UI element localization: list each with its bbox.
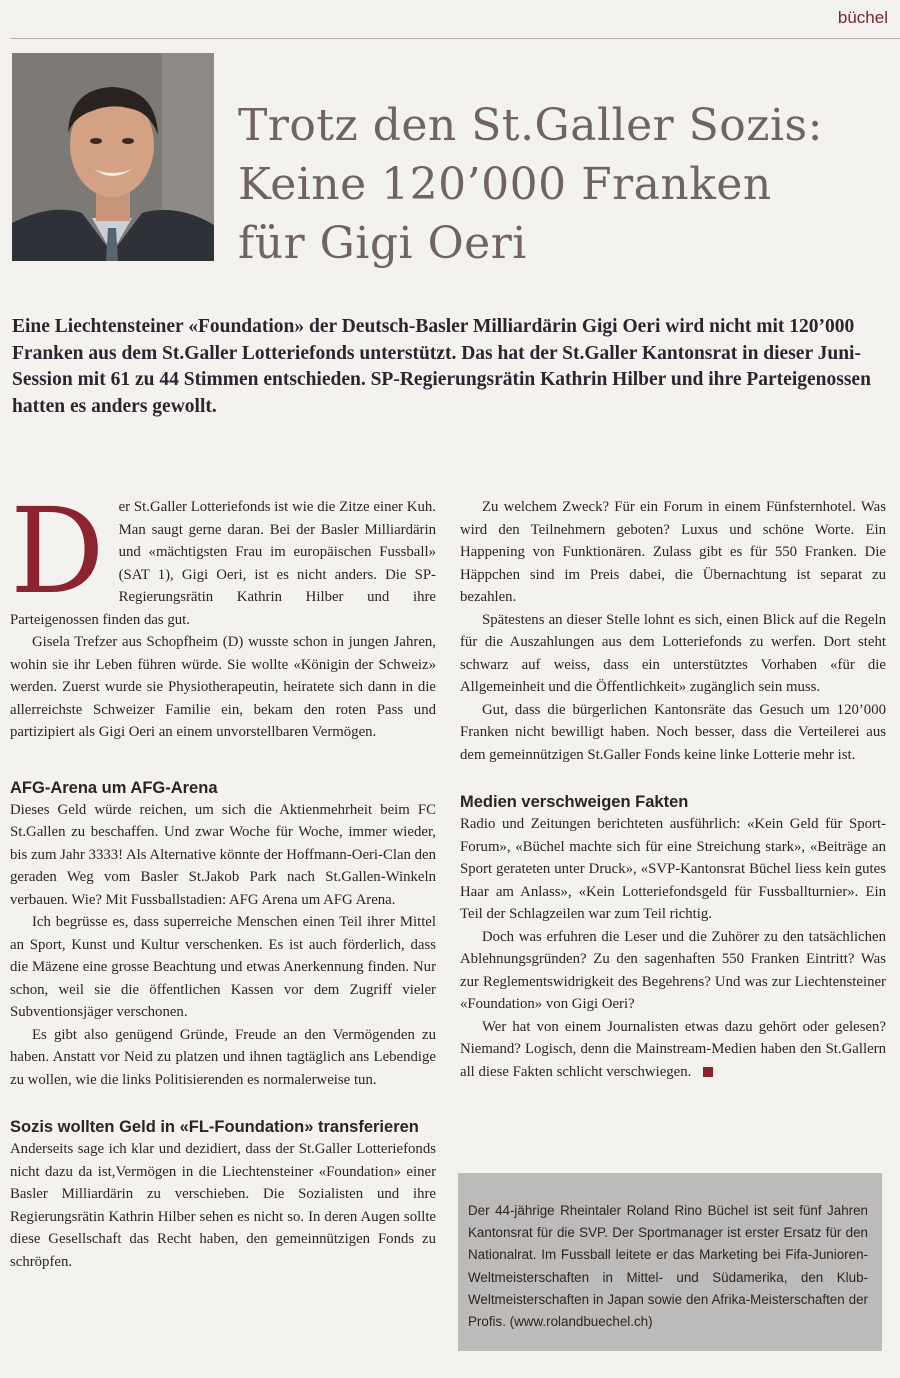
- paragraph: Radio und Zeitungen berichteten ausführlich: «Kein Geld für Sport-Forum», «Büchel machte sich für eine Streichung stark», «Beiträge an Sport gerateten unter Druck», «SVP-Kantonsrat Büchel liess kein gutes Haar am Anlass», «Kein Lotteriefondsgeld für Fussballturnier». Ein Teil der Schlagzeilen war zum Teil richtig.: [460, 816, 886, 922]
- headline-line-2: Keine 120’000 Franken: [238, 159, 772, 210]
- author-bio-box: [458, 1173, 882, 1351]
- paragraph: Anderseits sage ich klar und dezidiert, dass der St.Galler Lotteriefonds nicht dazu da ist,Vermögen in die Liechtensteiner «Foundation» einer Basler Milliardärin zu verschieben. Die Sozialisten und ihre Regierungsrätin Kathrin Hilber sehen es nicht so. In deren Augen sollte diese Gesellschaft das Recht haben, den gemeinnützigen Fonds zu schröpfen.: [10, 1141, 436, 1270]
- paragraph-text: Wer hat von einem Journalisten etwas dazu gehört oder gelesen? Niemand? Logisch, denn die Mainstream-Medien haben den St.Gallern all diese Fakten schlicht verschwiegen.: [460, 1018, 886, 1080]
- paragraph: er St.Galler Lotteriefonds ist wie die Zitze einer Kuh. Man saugt gerne daran. Bei der Basler Milliardärin und «mächtigsten Frau im europäischen Fussball» (SAT 1), Gigi Oeri, ist es nicht anders. Die SP-Regierungsrätin Kathrin Hilber und ihre Parteigenossen finden das gut.: [10, 499, 436, 628]
- paragraph: [460, 1016, 886, 1084]
- headline-line-1: Trotz den St.Galler Sozis:: [238, 100, 823, 151]
- header-rule: [10, 38, 900, 39]
- drop-cap: D: [10, 482, 105, 620]
- author-portrait: [12, 53, 214, 261]
- paragraph: Gisela Trefzer aus Schopfheim (D) wusste schon in jungen Jahren, wohin sie ihr Leben führen würde. Sie wollte «Königin der Schweiz» werden. Zuerst wurde sie Physiotherapeutin, heiratete sich dann in die allerreichste Schweizer Familie ein, bekam den roten Pass und partizipiert als Gigi Oeri an einem unvorstellbaren Vermögen.: [10, 634, 436, 740]
- paragraph: Es gibt also genügend Gründe, Freude an den Vermögenden zu haben. Anstatt vor Neid zu platzen und ihnen tagtäglich ans Lebendige zu wollen, wie die links Politisierenden es normalerweise tun.: [10, 1026, 436, 1088]
- paragraph: Zu welchem Zweck? Für ein Forum in einem Fünfsternhotel. Was wird den Teilnehmern geboten? Luxus und schöne Worte. Ein Happening von Funktionären. Zulass gibt es für 550 Franken. Die Häppchen sind im Preis dabei, die Übernachtung ist separat zu bezahlen.: [460, 499, 886, 605]
- article-lead: Eine Liechtensteiner «Foundation» der Deutsch-Basler Milliardärin Gigi Oeri wird nicht mit 120’000 Franken aus dem St.Galler Lotteriefonds unterstützt. Das hat der St.Galler Kantonsrat in dieser Juni-Session mit 61 zu 44 Stimmen entschieden. SP-Regierungsrätin Kathrin Hilber und ihre Parteigenossen hatten es anders gewollt.: [12, 316, 871, 417]
- paragraph: Dieses Geld würde reichen, um sich die Aktienmehrheit beim FC St.Gallen zu beschaffen. Und zwar Woche für Woche, immer wieder, bis zum Jahr 3333! Als Alternative könnte der Hoffmann-Oeri-Clan den geraden Weg vom Basler St.Jakob Park nach St.Gallen-Winkeln verbauen. Wie? Mit Fussballstadien: AFG Arena um AFG Arena.: [10, 801, 436, 908]
- subheading: AFG-Arena um AFG-Arena: [10, 778, 218, 797]
- article-headline: [238, 96, 878, 273]
- paragraph: Doch was erfuhren die Leser und die Zuhörer zu den tatsächlichen Ablehnungsgründen? Zu den sagenhaften 550 Franken Eintritt? Was zur Reglementswidrigkeit des Begehrens? Und was zur Liechtensteiner «Foundation» von Gigi Oeri?: [460, 928, 886, 1012]
- page-tag: büchel: [837, 8, 888, 27]
- right-column: [460, 496, 886, 1083]
- paragraph: Ich begrüsse es, dass superreiche Menschen einen Teil ihrer Mittel an Sport, Kunst und Kultur verschenken. Es ist auch förderlich, dass die Mäzene eine grosse Beachtung und etwas Anerkennung finden. Nur schon, weil sie die öffentlichen Kassen vor dem Zugriff vieler Subventionsjäger verschonen.: [10, 914, 436, 1020]
- subheading: Sozis wollten Geld in «FL-Foundation» transferieren: [10, 1118, 419, 1136]
- paragraph: Gut, dass die bürgerlichen Kantonsräte das Gesuch um 120’000 Franken nicht bewilligt haben. Noch besser, dass die Verteilerei aus dem gemeinnützigen St.Galler Fonds keine linke Lotterie mehr ist.: [460, 701, 886, 763]
- paragraph: Spätestens an dieser Stelle lohnt es sich, einen Blick auf die Regeln für die Auszahlungen aus dem Lotteriefonds zu werfen. Dort steht schwarz auf weiss, dass ein unterstütztes Vorhaben «für die Allgemeinheit und die Öffentlichkeit» zugänglich sein muss.: [460, 611, 886, 695]
- author-bio: Der 44-jährige Rheintaler Roland Rino Büchel ist seit fünf Jahren Kantonsrat für die SVP. Der Sportmanager ist erster Ersatz für den Nationalrat. Im Fussball leitete er das Marketing bei Fifa-Junioren-Weltmeisterschaften in Mittel- und Südamerika, den Klub-Weltmeisterschaften in Japan sowie den Afrika-Meisterschaften der Profis. (www.rolandbuechel.ch): [468, 1203, 868, 1330]
- end-of-article-square-icon: [703, 1067, 713, 1077]
- subheading: Medien verschweigen Fakten: [460, 793, 689, 811]
- headline-line-3: für Gigi Oeri: [238, 218, 527, 269]
- left-column: [10, 482, 436, 1273]
